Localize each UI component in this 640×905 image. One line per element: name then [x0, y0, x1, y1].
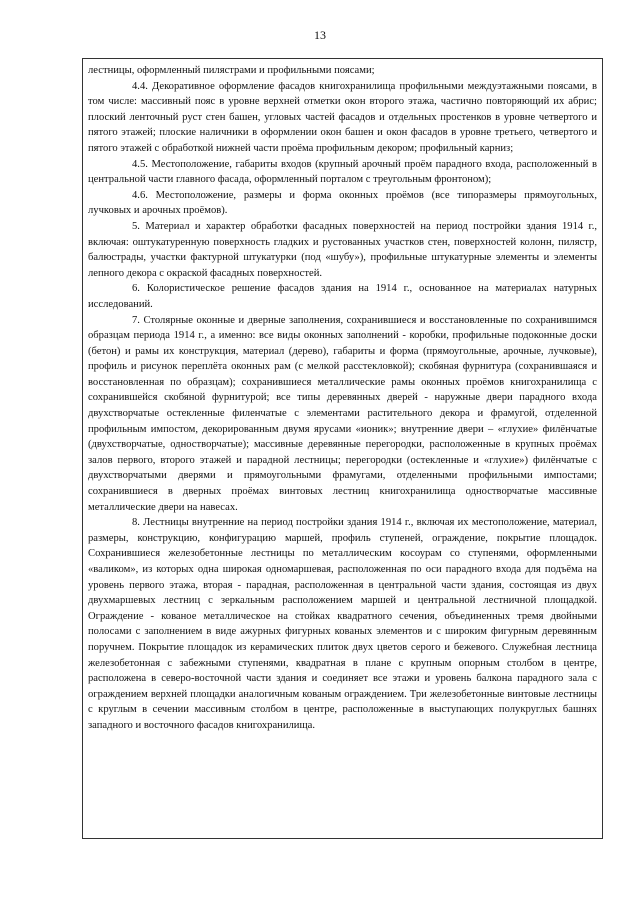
paragraph-6: 6. Колористическое решение фасадов здания на 1914 г., основанное на материалах натурных исследований.: [88, 283, 597, 310]
page-number: 13: [314, 28, 326, 42]
paragraph-7: 7. Столярные оконные и дверные заполнения, сохранившиеся и восстановленные по сохранившимся образцам периода 1914 г., а именно: все виды оконных заполнений - коробки, профильные подоконные доски (бетон) и рамы их конструкция, материал (дерево), габариты и форма (прямоугольные, арочные, лучковые), профиль и рисунок переплёта оконных рам (с мелкой расстекловкой); скобяная фурнитура (сохранившаяся и восстановленная по образцам); сохранившиеся металлические рамы оконных проёмов книгохранилища с сохранившейся скобяной фурнитурой; все типы деревянных дверей - наружные двери парадного входа двухстворчатые остекленные филенчатые с элементами растительного декора и фрамугой, отделенной профильным импостом, декорированным двумя ярусами «ионик»; внутренние двери – «глухие» филёнчатые (двухстворчатые, одностворчатые); массивные деревянные перегородки, расположенные в крупных проёмах залов первого, второго этажей и парадной лестницы; перегородки (остекленные и «глухие») филёнчатые с двухстворчатыми дверями и прямоугольными фрамугами, отделенными профильными импостами; сохранившиеся в дверных проёмах винтовых лестниц книгохранилища одностворчатые массивные металлические двери на навесах.: [88, 314, 597, 513]
paragraph-5: 5. Материал и характер обработки фасадных поверхностей на период постройки здания 1914 г., включая: оштукатуренную поверхность гладких и рустованных участков стен, поверхностей колонн, пилястр, балюстрады, участки фактурной штукатурки (под «шубу»), профильные штукатурные элементы и элементы лепного декора с окраской фасадных поверхностей.: [88, 220, 597, 279]
paragraph-4-4: 4.4. Декоративное оформление фасадов книгохранилища профильными междуэтажными поясами, в том числе: массивный пояс в уровне верхней отметки окон второго этажа, частично повторяющий их абрис; плоский ленточный руст стен башен, угловых частей фасадов и отдельных простенков в уровне четвертого и пятого этажей; плоские наличники в оформлении окон башен и окон фасадов в уровне третьего, четвертого и пятого этажей с обработкой нижней части проёма профильным декором; профильный карниз;: [88, 80, 597, 154]
paragraph-continuation: лестницы, оформленный пилястрами и профильными поясами;: [88, 65, 375, 76]
document-text-frame: [82, 58, 603, 839]
paragraph-8: 8. Лестницы внутренние на период постройки здания 1914 г., включая их местоположение, материал, размеры, конструкцию, конфигурацию маршей, профиль ступеней, ограждение, покрытие площадок. Сохранившиеся железобетонные лестницы по металлическим косоурам со ступенями, оформленными «валиком», из которых одна широкая одномаршевая, расположенная по оси парадного входа для подъёма на уровень первого этажа, вторая - парадная, расположенная в центральной части здания, состоящая из двух двухмаршевых лестниц с зеркальным расположением маршей и центральной лестничной площадкой. Ограждение - кованое металлическое на стойках квадратного сечения, объединенных тремя двойными полосами с заполнением в виде ажурных фигурных кованых элементов и с широким фигурным деревянным поручнем. Покрытие площадок из керамических плиток двух цветов серого и бежевого. Служебная лестница железобетонная с забежными ступенями, квадратная в плане с крупным опорным столбом в центре, расположена в северо-восточной части здания и соединяет все этажи и уровень балкона парадного зала с ограждением верхней площадки аналогичным кованым ограждением. Три железобетонные винтовые лестницы с круглым в сечении массивным столбом в центре, расположенные в выступающих полукруглых башнях западного и восточного фасадов книгохранилища.: [88, 517, 597, 731]
paragraph-4-6: 4.6. Местоположение, размеры и форма оконных проёмов (все типоразмеры прямоугольных, лучковых и арочных проёмов).: [88, 189, 597, 217]
paragraph-4-5: 4.5. Местоположение, габариты входов (крупный арочный проём парадного входа, расположенный в центральной части главного фасада, оформленный порталом с треугольным фронтоном);: [88, 158, 597, 186]
